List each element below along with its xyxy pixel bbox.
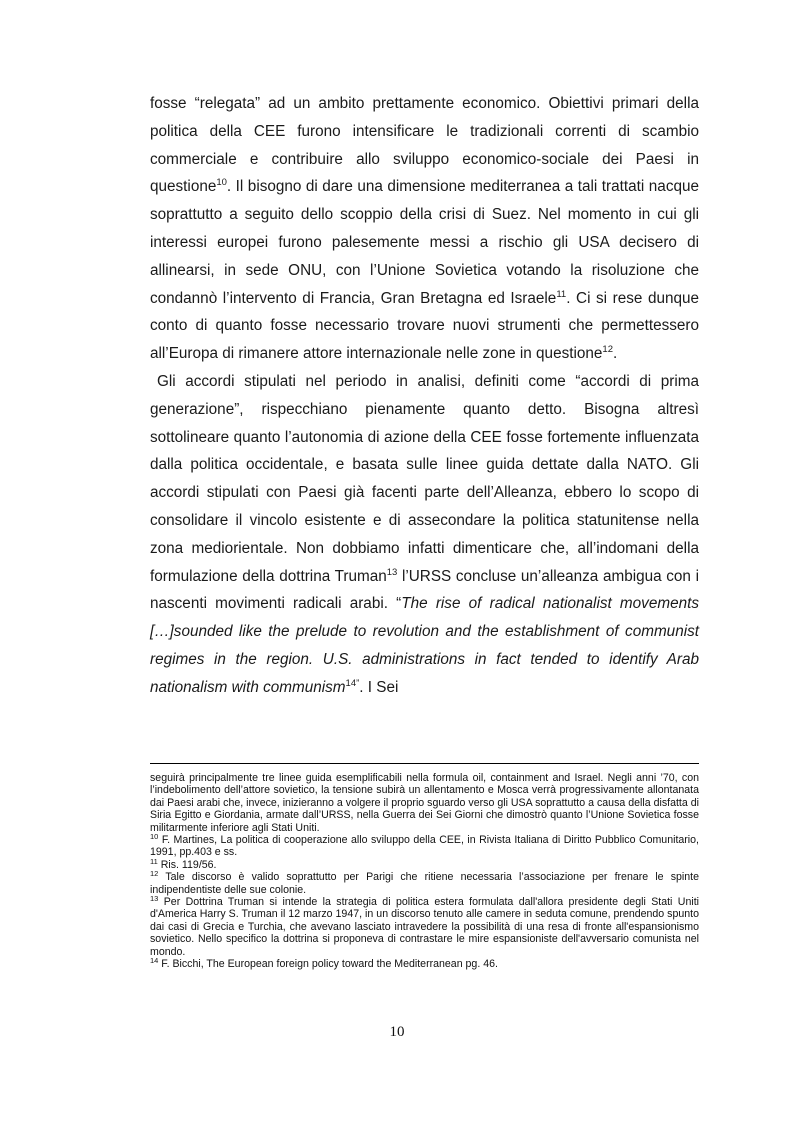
footnote-ref[interactable]: 13 [386,566,398,578]
text-run: . [612,345,618,363]
footnote-ref[interactable]: 14 [345,677,357,689]
footnotes [150,772,699,971]
footnote-13 [150,896,699,958]
footnote-14 [150,958,699,970]
footnote-text: F. Martines, La politica di cooperazione allo sviluppo della CEE, in Rivista Italiana di Diritto Pubblico Comunitario, 1991, pp.403 e ss. [150,834,699,859]
text-run: . I Sei [359,678,399,696]
footnote-separator [150,763,699,764]
text-run: . Il bisogno di dare una dimensione mediterranea a tali trattati nacque soprattutto a seguito dello scoppio della crisi di Suez. Nel momento in cui gli interessi europei furono palesemente messi a rischio gli USA decisero di allinearsi, in sede ONU, con l’Unione Sovietica votando la risoluzione che condannò l’intervento di Francia, Gran Bretagna ed Israele [150,178,699,307]
footnote-12 [150,871,699,896]
footnote-number: 13 [150,894,159,904]
closing-quote-mark: ” [356,677,360,689]
paragraph [150,368,699,702]
page-number: 10 [389,1024,405,1040]
footnote-text: Per Dottrina Truman si intende la strategia di politica estera formulata dall'allora presidente degli Stati Uniti d'America Harry S. Truman il 12 marzo 1947, in un discorso tenuto alle camere in seduta comune, prendendo spunto dai casi di Grecia e Turchia, che avevano lasciato intravedere la possibilità di una resa di fronte all'espansionismo sovietico. Nello specifico la dottrina si proponeva di contrastare le mire espansioniste dell'avversario comunista nel mondo. [150,896,699,958]
footnote-text: Ris. 119/56. [157,858,217,871]
footnote-text: Tale discorso è valido soprattutto per Parigi che ritiene necessaria l’associazione per frenare le spinte indipendentiste delle sue colonie. [150,871,699,896]
footnote-ref[interactable]: 12 [602,344,613,356]
footnote-number: 12 [150,869,159,879]
text-run: Gli accordi stipulati nel periodo in analisi, definiti come “accordi di prima generazione”, rispecchiano pienamente quanto detto. Bisogna altresì sottolineare quanto l’autonomia di azione della CEE fosse fortemente influenzata dalla politica occidentale, e basata sulle linee guida dettate dalla NATO. Gli accordi stipulati con Paesi già facenti parte dell’Alleanza, ebbero lo scopo di consolidare il vincolo esistente e di assecondare la politica statunitense nella zona mediorientale. Non dobbiamo infatti dimenticare che, all’indomani della formulazione della dottrina Truman [150,372,699,585]
main-text [150,90,699,702]
text-run: l’URSS concluse un’alleanza ambigua con i nascenti movimenti radicali arabi. “ [150,567,699,613]
text-run: fosse “relegata” ad un ambito prettamente economico. Obiettivi primari della politica della CEE furono intensificare le tradizionali correnti di scambio commerciale e contribuire allo sviluppo economico-sociale dei Paesi in questione [150,95,699,196]
footnote-ref[interactable]: 10 [216,177,227,189]
footnote-number: 14 [150,956,159,966]
footnote-10 [150,834,699,859]
footnote-continuation: seguirà principalmente tre linee guida esemplificabili nella formula oil, containment and Israel. Negli anni ’70, con l’indebolimento dell’attore sovietico, la tensione subirà un allentamento e Mosca verrà progressivamente allontanata dai Paesi arabi che, invece, inizieranno a volgere il proprio sguardo verso gli USA soprattutto a causa della disfatta di Siria Egitto e Giordania, armate dall’URSS, nella Guerra dei Sei Giorni che dimostrò quanto l’Unione Sovietica fosse militarmente inferiore agli Stati Uniti. [150,772,699,834]
text-run: . Ci si rese dunque conto di quanto fosse necessario trovare nuovi strumenti che permettessero all’Europa di rimanere attore internazionale nelle zone in questione [150,289,700,363]
footnote-11 [150,856,699,871]
footnote-number: 11 [150,856,158,866]
quotation: The rise of radical nationalist movements […]sounded like the prelude to revolution and the establishment of communist regimes in the region. U.S. administrations in fact tended to identify Arab nationalism with communism [150,595,699,696]
footnote-number: 10 [150,832,159,842]
paragraph [150,90,699,368]
footnote-ref[interactable]: 11 [556,288,567,300]
footnote-text: F. Bicchi, The European foreign policy toward the Mediterranean pg. 46. [158,958,498,971]
